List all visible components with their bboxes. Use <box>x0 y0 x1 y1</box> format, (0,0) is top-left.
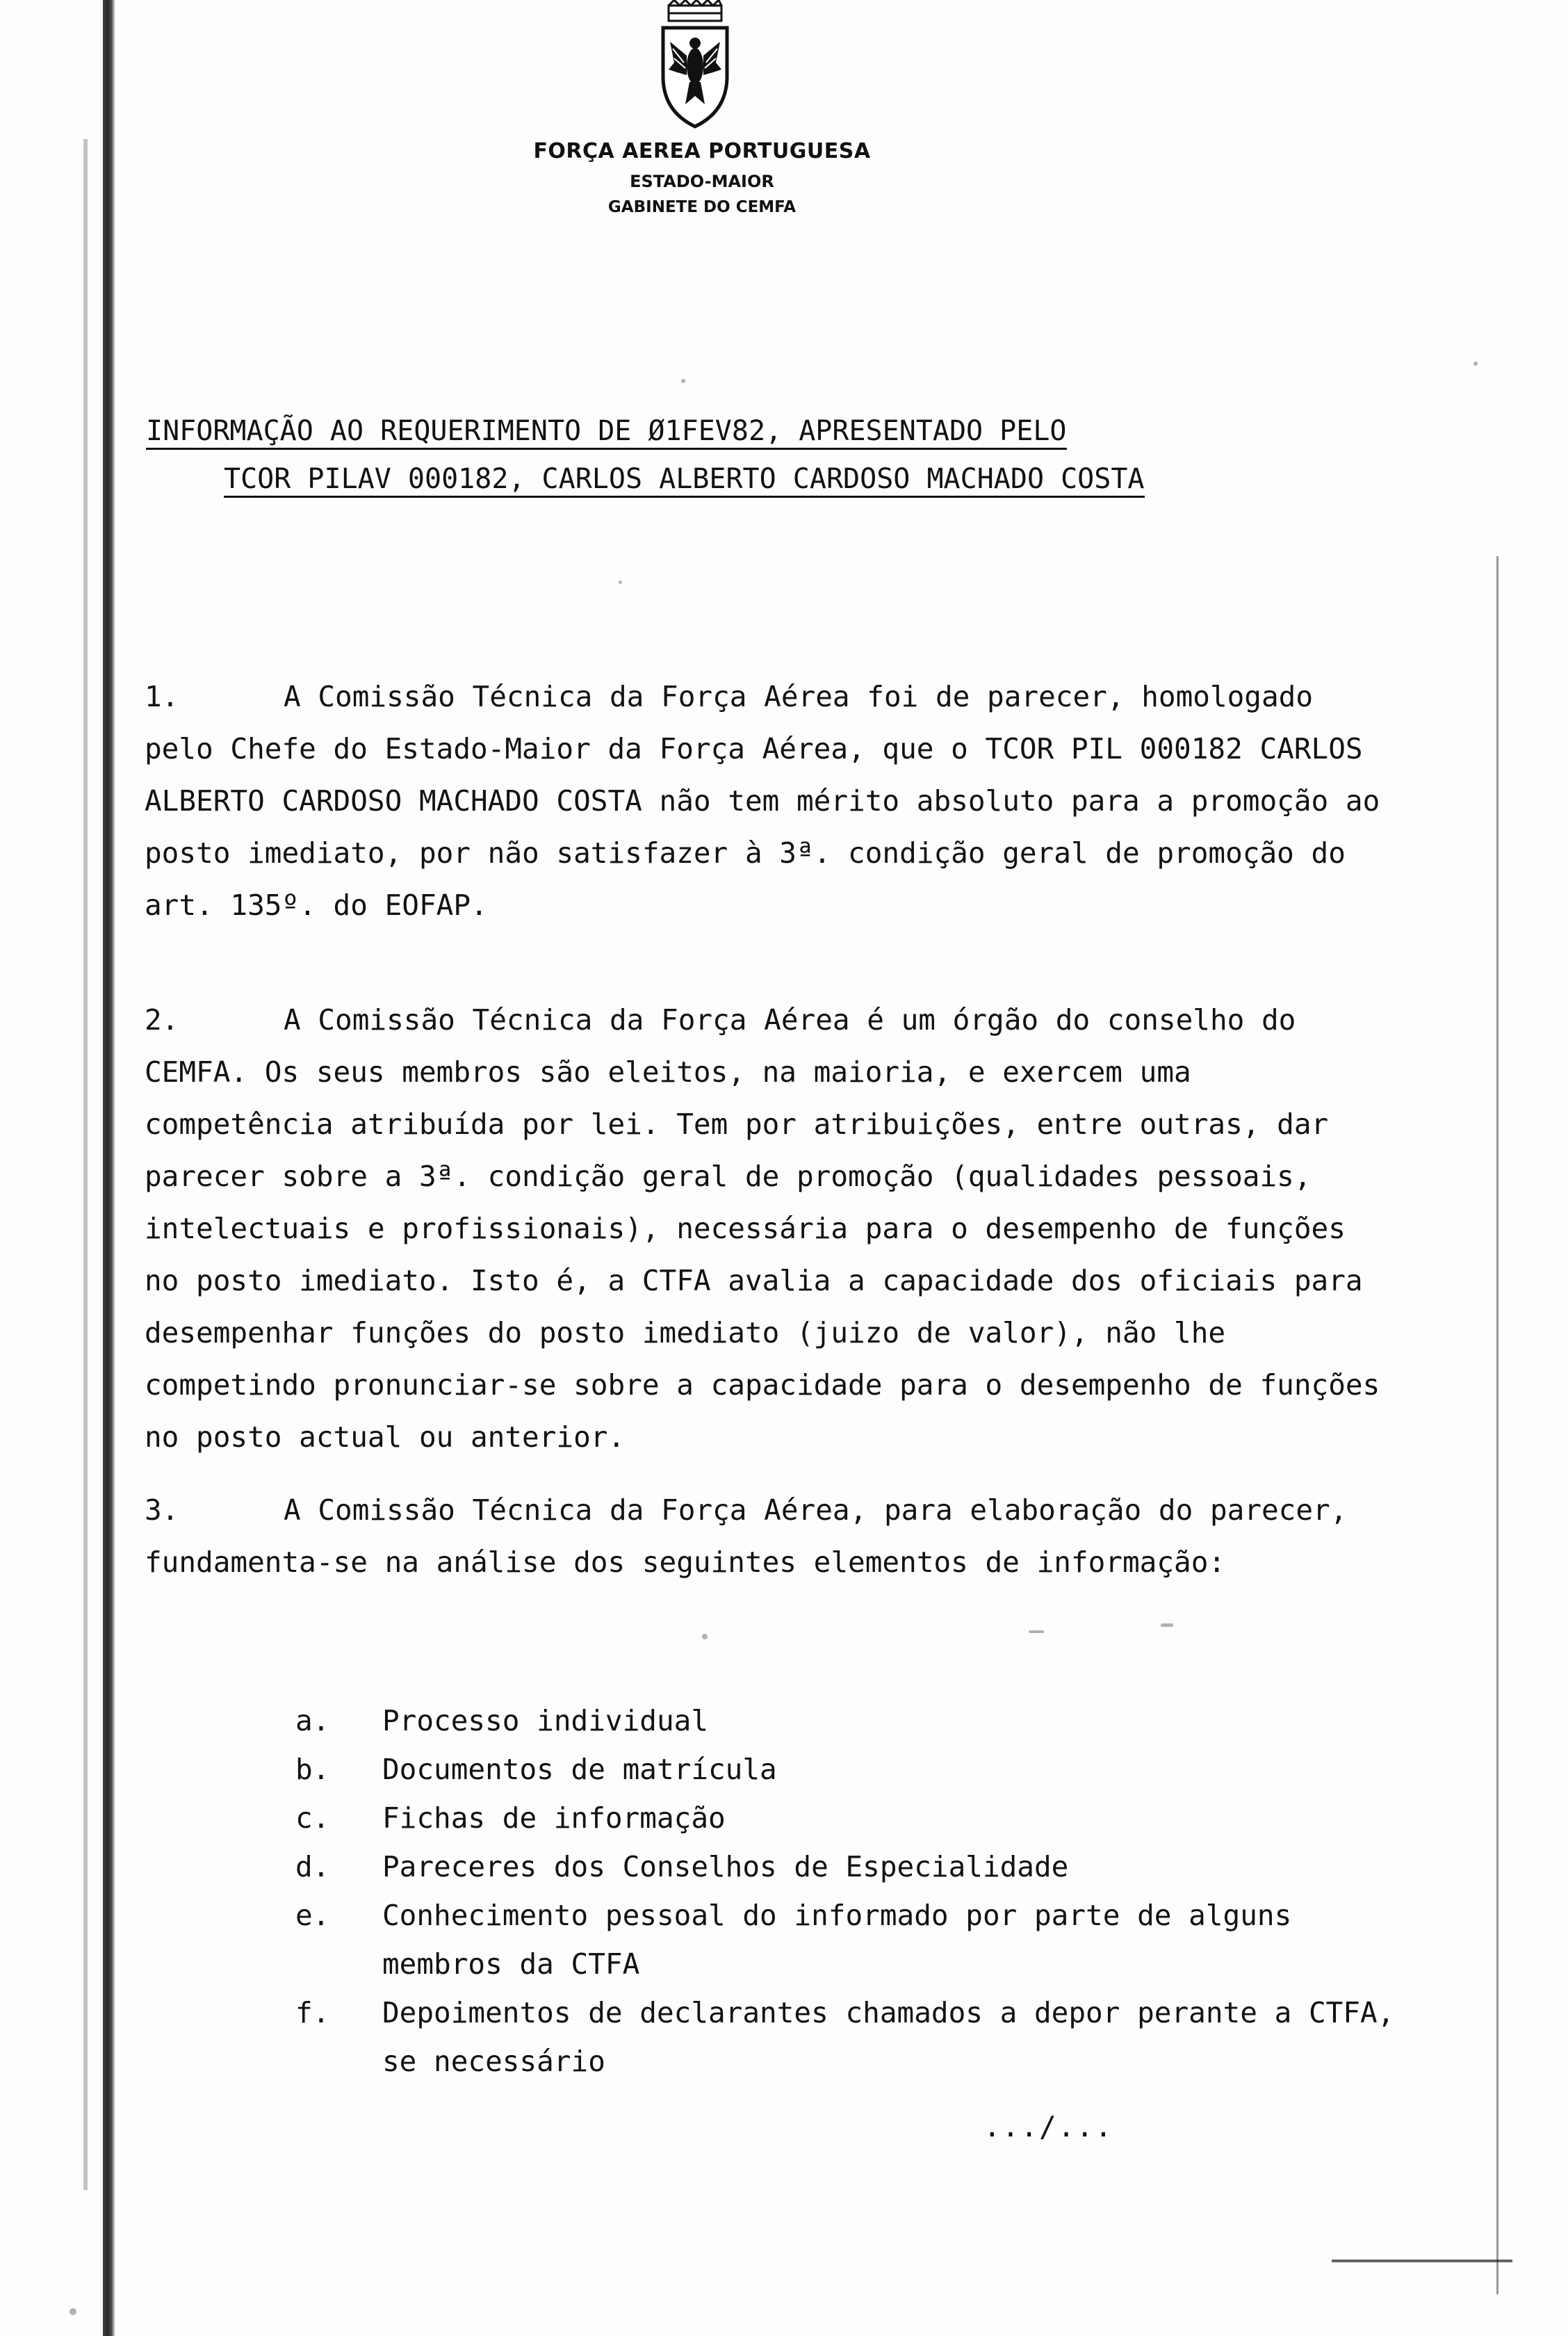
letterhead <box>487 139 917 216</box>
list-item-text: Conhecimento pessoal do informado por parte de alguns membros da CTFA <box>382 1899 1292 1981</box>
letterhead-organization: FORÇA AEREA PORTUGUESA <box>533 139 871 163</box>
paragraph-text: A Comissão Técnica da Força Aérea é um órgão do conselho do CEMFA. Os seus membros são eleitos, na maioria, e exercem uma competência atribuída por lei. Tem por atribuições, entre outras, dar parecer sobre a 3ª. condição geral de promoção (qualidades pessoais, intelectuais e profissionais), necessária para o desempenho de funções no posto imediato. Isto é, a CTFA avalia a capacidade dos oficiais para desempenhar funções do posto imediato (juizo de valor), não lhe competindo pronunciar-se sobre a capacidade para o desempenho de funções no posto actual ou anterior. <box>145 1003 1397 1454</box>
document-title <box>146 417 1300 498</box>
paragraph-3 <box>145 1484 1389 1589</box>
list-item <box>295 1794 1421 1842</box>
paragraph-number: 2. <box>145 1003 179 1037</box>
coat-of-arms-icon <box>653 0 737 132</box>
scan-speck <box>1161 1623 1173 1627</box>
list-item-letter: f. <box>295 1996 330 2029</box>
letterhead-office: GABINETE DO CEMFA <box>607 198 797 216</box>
scan-right-edge <box>1496 556 1498 2294</box>
list-item-letter: c. <box>295 1801 330 1835</box>
list-item-letter: d. <box>295 1850 330 1883</box>
list-item-letter: e. <box>295 1899 330 1932</box>
list-item-letter: b. <box>295 1753 330 1786</box>
title-line-2: TCOR PILAV 000182, CARLOS ALBERTO CARDOSO MACHADO COSTA <box>224 465 1145 498</box>
list-item-text: Documentos de matrícula <box>382 1753 777 1786</box>
scan-speck <box>619 581 622 584</box>
page-continuation-mark: .../... <box>983 2110 1113 2143</box>
list-item-text: Depoimentos de declarantes chamados a depor perante a CTFA, se necessário <box>382 1996 1395 2078</box>
paragraph-number: 1. <box>145 680 179 713</box>
paragraph-2 <box>145 994 1397 1463</box>
scan-speck <box>681 379 685 383</box>
list-item <box>295 1696 1421 1745</box>
scan-edge-shadow <box>83 139 88 2190</box>
information-elements-list <box>295 1696 1421 2086</box>
title-line-1: INFORMAÇÃO AO REQUERIMENTO DE Ø1FEV82, APRESENTADO PELO <box>146 417 1067 450</box>
scan-speck <box>1473 362 1478 366</box>
scan-speck <box>702 1634 708 1639</box>
list-item-text: Processo individual <box>382 1704 708 1737</box>
letterhead-department: ESTADO-MAIOR <box>630 172 774 191</box>
scan-bottom-edge <box>1332 2260 1512 2262</box>
scan-speck <box>70 2308 76 2315</box>
paragraph-text: A Comissão Técnica da Força Aérea foi de parecer, homologado pelo Chefe do Estado-Maior da Força Aérea, que o TCOR PIL 000182 CARLOS ALBERTO CARDOSO MACHADO COSTA não tem mérito absoluto para a promoção ao posto imediato, por não satisfazer à 3ª. condição geral de promoção do art. 135º. do EOFAP. <box>145 680 1397 922</box>
list-item <box>295 1891 1421 1988</box>
paragraph-number: 3. <box>145 1493 179 1527</box>
scan-edge-line <box>103 0 115 2336</box>
list-item <box>295 1988 1421 2086</box>
scan-speck <box>1029 1630 1044 1633</box>
paragraph-1 <box>145 671 1397 932</box>
list-item-text: Pareceres dos Conselhos de Especialidade <box>382 1850 1069 1883</box>
list-item <box>295 1745 1421 1794</box>
list-item-letter: a. <box>295 1704 330 1737</box>
list-item-text: Fichas de informação <box>382 1801 726 1835</box>
scan-binder-edge <box>0 0 139 2336</box>
paragraph-text: A Comissão Técnica da Força Aérea, para elaboração do parecer, fundamenta-se na análise dos seguintes elementos de informação: <box>145 1493 1365 1579</box>
list-item <box>295 1842 1421 1891</box>
